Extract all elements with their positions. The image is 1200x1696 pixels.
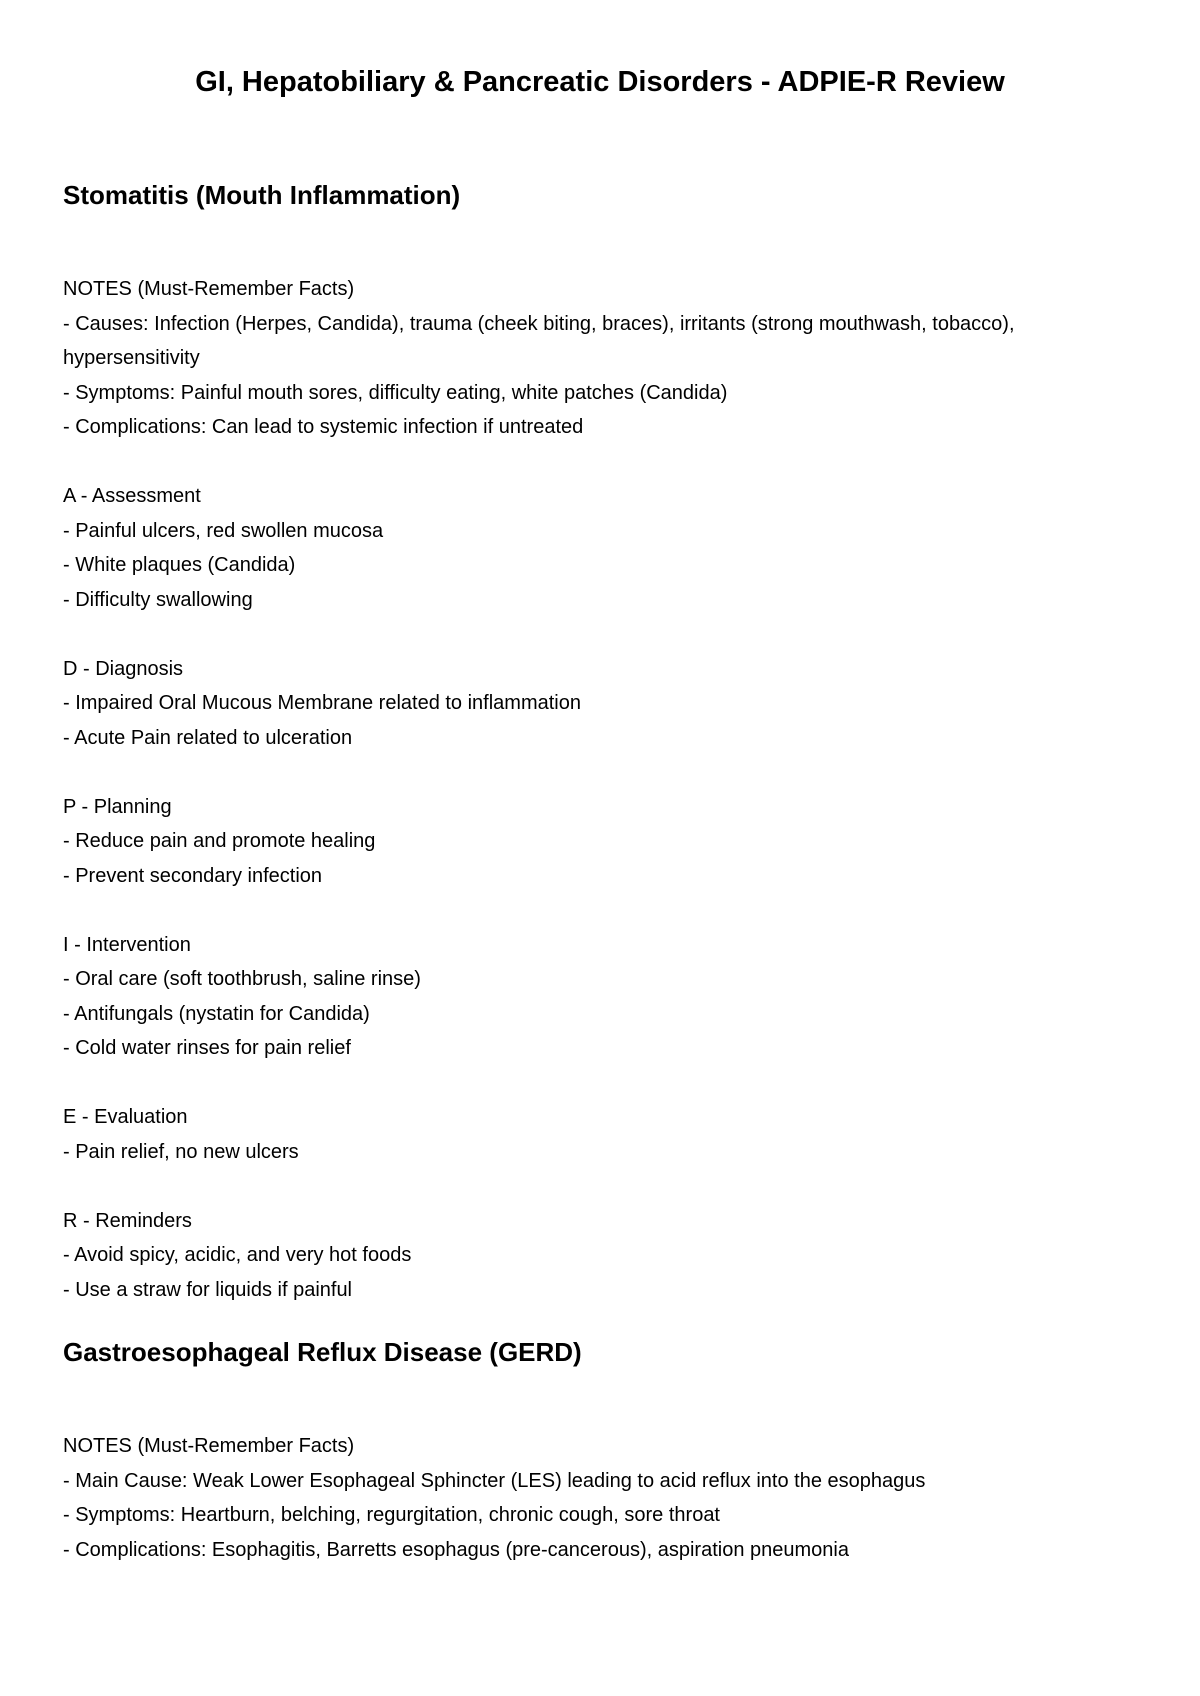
content-block bbox=[63, 928, 1143, 1066]
text-line: - Avoid spicy, acidic, and very hot foods bbox=[63, 1244, 412, 1266]
block-title: P - Planning bbox=[63, 795, 172, 818]
section-heading: Stomatitis (Mouth Inflammation) bbox=[63, 180, 461, 210]
block-title: NOTES (Must-Remember Facts) bbox=[63, 1435, 355, 1457]
section bbox=[63, 178, 1143, 1307]
content-block bbox=[63, 1429, 1143, 1567]
block-title: R - Reminders bbox=[63, 1209, 192, 1232]
text-line: - Impaired Oral Mucous Membrane related to inflammation bbox=[63, 692, 581, 714]
text-line: - Oral care (soft toothbrush, saline rinse) bbox=[63, 968, 421, 990]
block-title: D - Diagnosis bbox=[63, 657, 184, 680]
content-block bbox=[63, 272, 1143, 445]
block-spacer bbox=[63, 755, 1143, 790]
block-title: I - Intervention bbox=[63, 933, 191, 956]
block-spacer bbox=[63, 893, 1143, 928]
text-line: - Acute Pain related to ulceration bbox=[63, 726, 353, 749]
content-block bbox=[63, 652, 1143, 756]
text-line: - Pain relief, no new ulcers bbox=[63, 1140, 299, 1163]
text-line: hypersensitivity bbox=[63, 347, 200, 369]
section-gap bbox=[63, 1307, 1143, 1335]
document-title: GI, Hepatobiliary & Pancreatic Disorders - ADPIE-R Review bbox=[195, 66, 1005, 98]
block-title: E - Evaluation bbox=[63, 1106, 188, 1128]
block-title: NOTES (Must-Remember Facts) bbox=[63, 278, 355, 300]
document-body bbox=[63, 178, 1143, 1567]
text-line: - Prevent secondary infection bbox=[63, 864, 323, 887]
block-spacer bbox=[63, 617, 1143, 652]
content-block bbox=[63, 1100, 1143, 1169]
text-line: - Symptoms: Painful mouth sores, difficulty eating, white patches (Candida) bbox=[63, 381, 728, 404]
text-line: - Antifungals (nystatin for Candida) bbox=[63, 1002, 370, 1025]
block-spacer bbox=[63, 1066, 1143, 1101]
text-line: - Cold water rinses for pain relief bbox=[63, 1037, 351, 1059]
text-line: - Causes: Infection (Herpes, Candida), trauma (cheek biting, braces), irritants (strong mouthwash, tobacco), bbox=[63, 312, 1015, 335]
block-spacer bbox=[63, 1169, 1143, 1204]
content-block bbox=[63, 1204, 1143, 1308]
content-block bbox=[63, 479, 1143, 617]
text-line: - Complications: Esophagitis, Barretts esophagus (pre-cancerous), aspiration pneumonia bbox=[63, 1538, 849, 1561]
section-heading: Gastroesophageal Reflux Disease (GERD) bbox=[63, 1337, 582, 1367]
block-spacer bbox=[63, 445, 1143, 480]
content-block bbox=[63, 790, 1143, 894]
text-line: - White plaques (Candida) bbox=[63, 554, 296, 576]
text-line: - Reduce pain and promote healing bbox=[63, 830, 376, 852]
text-line: - Symptoms: Heartburn, belching, regurgitation, chronic cough, sore throat bbox=[63, 1504, 720, 1526]
text-line: - Complications: Can lead to systemic infection if untreated bbox=[63, 416, 584, 438]
text-line: - Painful ulcers, red swollen mucosa bbox=[63, 519, 384, 542]
text-line: - Main Cause: Weak Lower Esophageal Sphincter (LES) leading to acid reflux into the esophagus bbox=[63, 1469, 926, 1492]
text-line: - Difficulty swallowing bbox=[63, 588, 253, 611]
section bbox=[63, 1335, 1143, 1567]
text-line: - Use a straw for liquids if painful bbox=[63, 1278, 353, 1301]
block-title: A - Assessment bbox=[63, 485, 201, 507]
